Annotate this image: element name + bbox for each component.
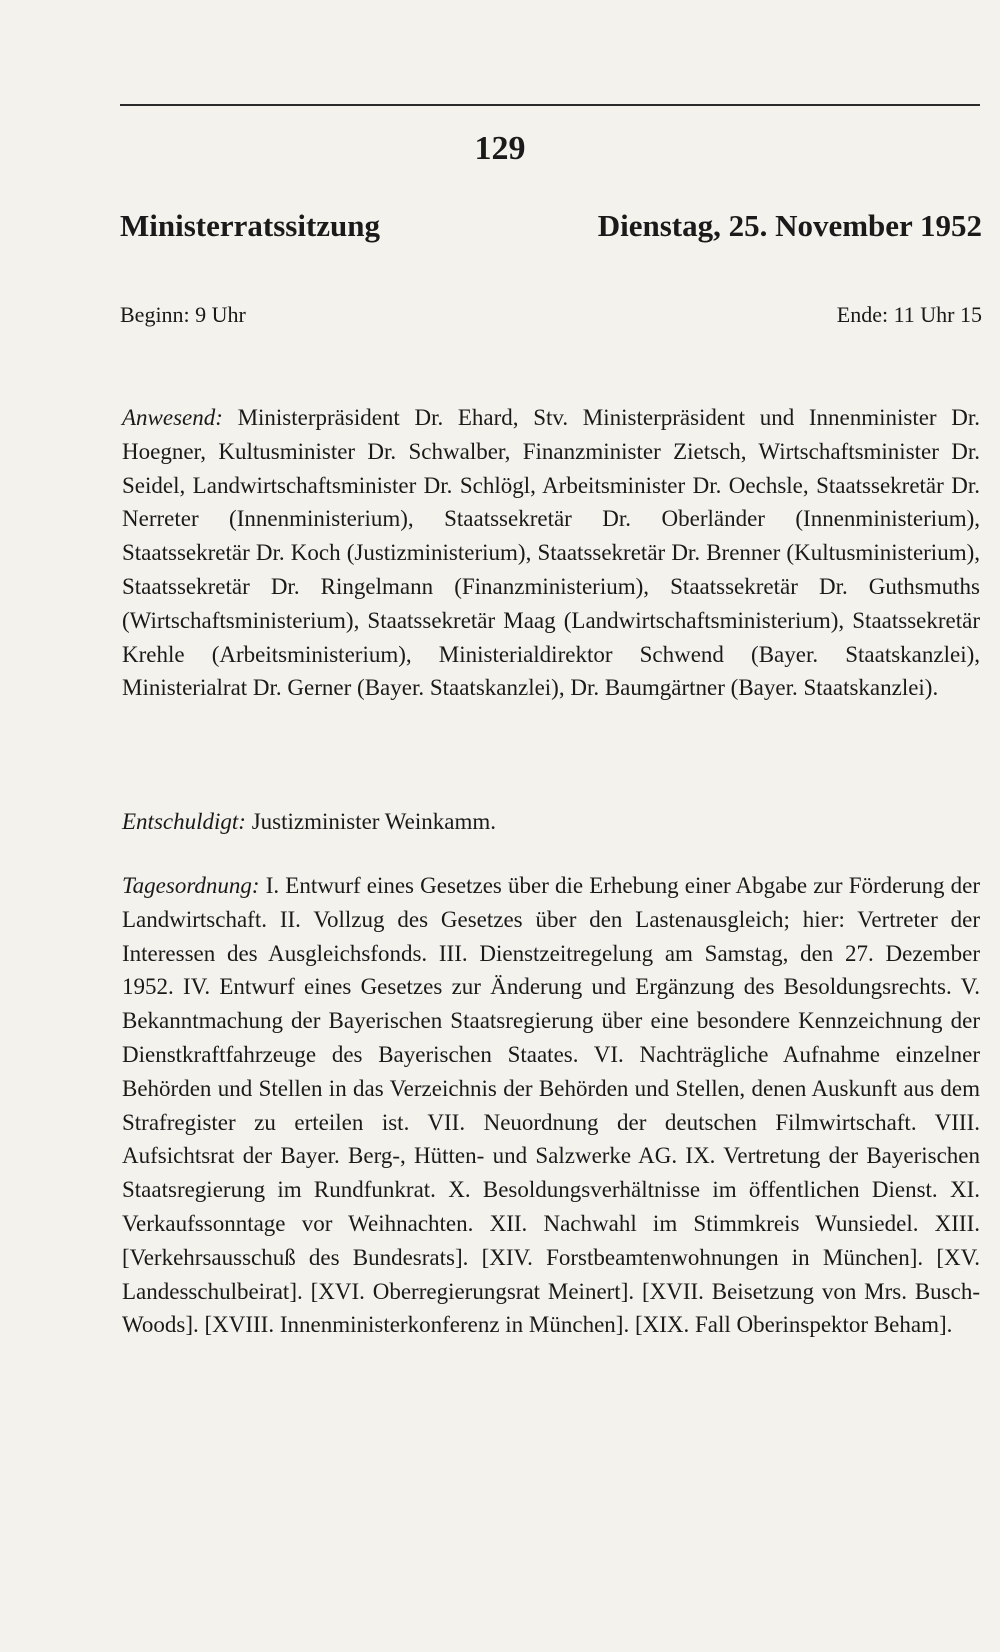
document-number: 129 [474,130,526,167]
document-title: Ministerratssitzung [120,208,381,243]
agenda-paragraph [122,869,980,1342]
excused-label: Entschuldigt: [122,809,246,834]
agenda-label: Tagesordnung: [122,873,260,898]
begin-time: Beginn: 9 Uhr [120,302,246,327]
attendees-label: Anwesend: [122,405,223,430]
title-row [120,208,982,252]
end-time: Ende: 11 Uhr 15 [836,302,982,327]
header-rule [120,104,980,106]
agenda-text: I. Entwurf eines Gesetzes über die Erhebung einer Abgabe zur Förderung der Landwirtschaft. II. Vollzug des Gesetzes über den Lastenausgleich; hier: Vertreter der Interessen des Ausgleichsfonds. III. Dienstzeitregelung am Samstag, den 27. Dezember 1952. IV. Entwurf eines Gesetzes zur Änderung und Ergänzung des Besoldungsrechts. V. Bekanntmachung der Bayerischen Staatsregierung über eine besondere Kennzeichnung der Dienstkraftfahrzeuge des Bayerischen Staates. VI. Nachträgliche Aufnahme einzelner Behörden und Stellen in das Verzeichnis der Behörden und Stellen, denen Auskunft aus dem Strafregister zu erteilen ist. VII. Neuordnung der deutschen Filmwirtschaft. VIII. Aufsichtsrat der Bayer. Berg-, Hütten- und Salzwerke AG. IX. Vertretung der Bayerischen Staatsregierung im Rundfunkrat. X. Besoldungsverhältnisse im öffentlichen Dienst. XI. Verkaufssonntage vor Weihnachten. XII. Nachwahl im Stimmkreis Wunsiedel. XIII. [Verkehrsausschuß des Bundesrats]. [XIV. Forstbeamtenwohnungen in München]. [XV. Landesschulbeirat]. [XVI. Oberregierungsrat Meinert]. [XVII. Beisetzung von Mrs. Busch-Woods]. [XVIII. Innenministerkonferenz in München]. [XIX. Fall Oberinspektor Beham]. [122,873,980,1338]
excused-text: Justizminister Weinkamm. [251,809,496,834]
time-row [120,302,982,332]
attendees-paragraph [122,401,980,705]
attendees-text: Ministerpräsident Dr. Ehard, Stv. Ministerpräsident und Innenminister Dr. Hoegner, Kultusminister Dr. Schwalber, Finanzminister Zietsch, Wirtschaftsminister Dr. Seidel, Landwirtschaftsminister Dr. Schlögl, Arbeitsminister Dr. Oechsle, Staatssekretär Dr. Nerreter (Innenministerium), Staatssekretär Dr. Oberländer (Innenministerium), Staatssekretär Dr. Koch (Justizministerium), Staatssekretär Dr. Brenner (Kultusministerium), Staatssekretär Dr. Ringelmann (Finanzministerium), Staatssekretär Dr. Guthsmuths (Wirtschaftsministerium), Staatssekretär Maag (Landwirtschaftsministerium), Staatssekretär Krehle (Arbeitsministerium), Ministerialdirektor Schwend (Bayer. Staatskanzlei), Ministerialrat Dr. Gerner (Bayer. Staatskanzlei), Dr. Baumgärtner (Bayer. Staatskanzlei). [122,405,980,701]
excused-paragraph [122,805,980,839]
meeting-date: Dienstag, 25. November 1952 [597,208,982,243]
